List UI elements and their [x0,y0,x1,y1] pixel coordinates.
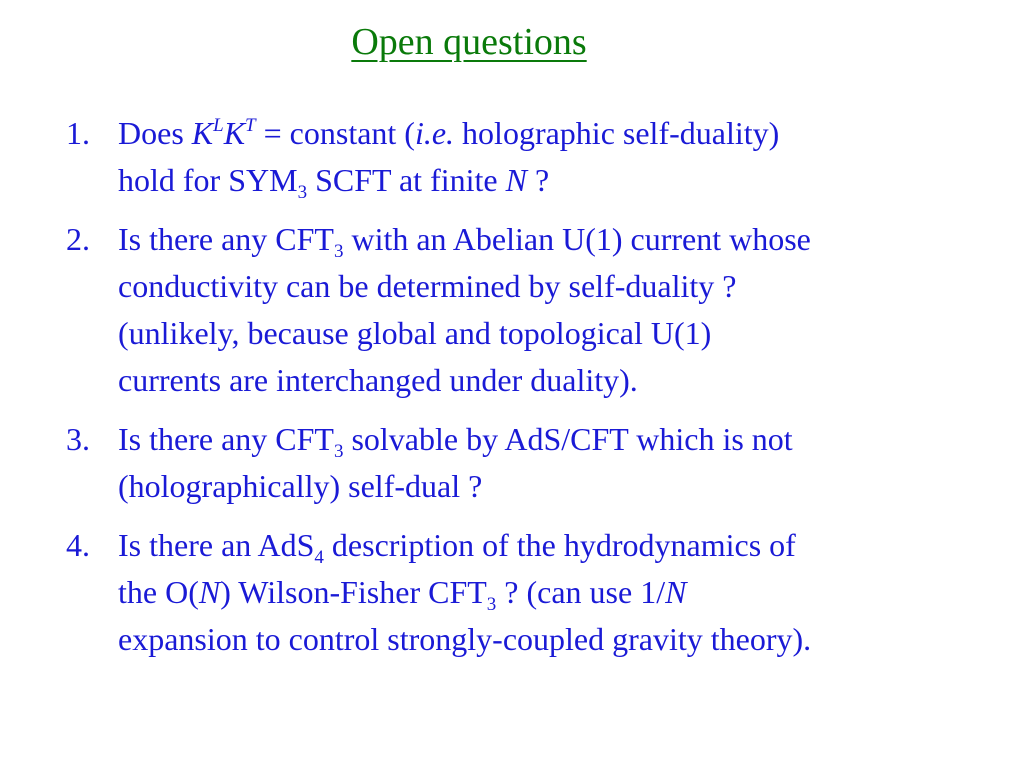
text-run: description of the hydrodynamics of [323,527,796,563]
symbol-n: N [198,574,221,610]
italic-ie: i.e. [414,115,455,151]
text-run: solvable by AdS/CFT which is not [343,421,793,457]
item-2-line-1 [118,216,1011,263]
item-2-line-4: currents are interchanged under duality). [118,362,638,398]
question-item-1 [66,110,1011,204]
subscript-3: 3 [333,241,344,262]
text-run: = constant ( [255,115,415,151]
subscript-4: 4 [314,547,324,568]
question-item-2 [66,216,1011,404]
slide-title: Open questions [351,21,587,63]
text-run: the O( [118,574,199,610]
text-run: ? [526,162,550,198]
text-run: ? (can use 1/ [496,574,666,610]
item-number: 2. [66,221,90,257]
symbol-k: K [191,115,214,151]
subscript-3: 3 [297,182,308,203]
subscript-3: 3 [486,594,497,615]
superscript-l: L [213,115,224,136]
item-number: 1. [66,115,90,151]
question-list [66,110,1011,675]
item-4-line-1 [118,522,1011,569]
item-2-line-3: (unlikely, because global and topological U(1) [118,315,712,351]
text-run: SCFT at finite [307,162,506,198]
question-item-4 [66,522,1011,663]
text-run: with an Abelian U(1) current whose [343,221,811,257]
subscript-3: 3 [333,441,344,462]
item-4-line-2 [118,569,1011,616]
text-run: hold for SYM [118,162,298,198]
text-run: Is there any CFT [118,421,334,457]
item-3-line-1 [118,416,1011,463]
symbol-k: K [223,115,246,151]
item-number: 4. [66,527,90,563]
symbol-n: N [665,574,687,610]
item-1-line-2 [118,157,1011,204]
item-2-line-2: conductivity can be determined by self-duality ? [118,268,737,304]
superscript-t: T [245,115,256,136]
text-run: ) Wilson-Fisher CFT [220,574,487,610]
item-1-line-1 [118,110,1011,157]
question-item-3 [66,416,1011,510]
item-number: 3. [66,421,90,457]
symbol-n: N [505,162,527,198]
text-run: Is there an AdS [118,527,315,563]
item-4-line-3: expansion to control strongly-coupled gravity theory). [118,621,812,657]
text-run: holographic self-duality) [454,115,780,151]
item-3-line-2: (holographically) self-dual ? [118,468,483,504]
text-run: Is there any CFT [118,221,334,257]
text-run: Does [118,115,192,151]
